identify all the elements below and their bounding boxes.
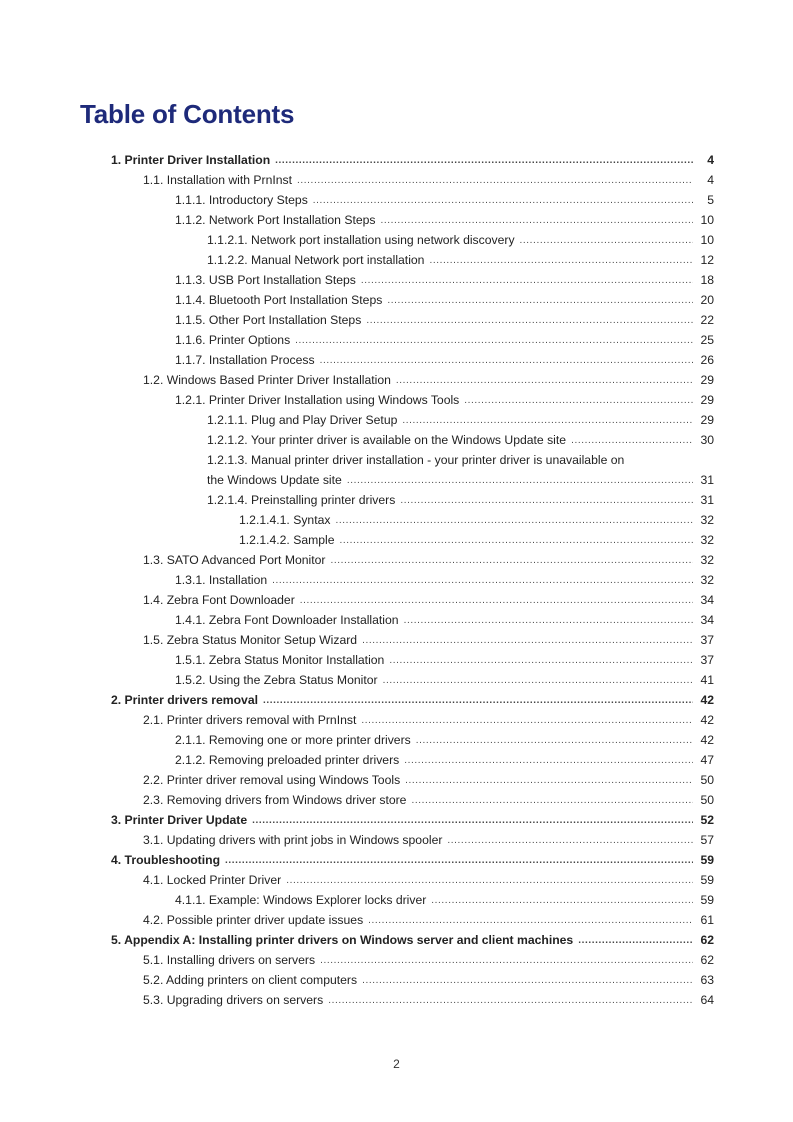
toc-dot-leader [361, 275, 693, 287]
toc-dot-leader [313, 195, 693, 207]
toc-entry-page: 50 [700, 793, 714, 807]
toc-dot-leader [320, 355, 693, 367]
toc-entry[interactable] [0, 250, 793, 270]
toc-entry[interactable] [0, 690, 793, 710]
toc-entry-title: 5.2. Adding printers on client computers [143, 973, 358, 987]
toc-entry-title: 2.1. Printer drivers removal with PrnInst [143, 713, 357, 727]
toc-entry-title: 3.1. Updating drivers with print jobs in Windows spooler [143, 833, 443, 847]
toc-dot-leader [347, 475, 693, 487]
toc-dot-leader [272, 575, 693, 587]
toc-entry-page: 10 [700, 213, 714, 227]
toc-dot-leader [297, 175, 693, 187]
toc-entry-title: 4. Troubleshooting [111, 853, 221, 867]
toc-entry[interactable] [0, 190, 793, 210]
toc-entry[interactable] [0, 970, 793, 990]
toc-dot-leader [295, 335, 693, 347]
toc-entry[interactable] [0, 910, 793, 930]
toc-entry[interactable] [0, 790, 793, 810]
toc-entry-title: 1.1.5. Other Port Installation Steps [175, 313, 362, 327]
toc-entry-title: 2.3. Removing drivers from Windows driver store [143, 793, 407, 807]
toc-entry-page: 59 [700, 893, 714, 907]
toc-entry[interactable] [0, 430, 793, 450]
toc-entry-title: 1. Printer Driver Installation [111, 153, 271, 167]
toc-entry-page: 30 [700, 433, 714, 447]
page-title: Table of Contents [80, 99, 295, 129]
toc-entry-page: 52 [700, 813, 714, 827]
toc-dot-leader [320, 955, 693, 967]
toc-entry-title: 1.2.1.2. Your printer driver is available on the Windows Update site [207, 433, 567, 447]
toc-dot-leader [464, 395, 693, 407]
toc-entry-title: 1.2.1.4. Preinstalling printer drivers [207, 493, 396, 507]
table-of-contents [0, 150, 793, 1010]
toc-entry[interactable] [0, 230, 793, 250]
toc-dot-leader [263, 695, 693, 707]
toc-entry-title: 1.2. Windows Based Printer Driver Installation [143, 373, 391, 387]
toc-entry-page: 29 [700, 393, 714, 407]
toc-entry[interactable] [0, 650, 793, 670]
toc-dot-leader [571, 435, 693, 447]
toc-entry-page: 32 [700, 553, 714, 567]
toc-entry-page: 59 [700, 853, 714, 867]
toc-dot-leader [383, 675, 693, 687]
toc-entry-title: 2. Printer drivers removal [111, 693, 258, 707]
toc-dot-leader [578, 935, 693, 947]
toc-entry-page: 42 [700, 693, 714, 707]
toc-entry-page: 34 [700, 613, 714, 627]
toc-dot-leader [431, 895, 693, 907]
toc-dot-leader [335, 515, 693, 527]
toc-dot-leader [404, 615, 693, 627]
toc-dot-leader [411, 795, 693, 807]
toc-entry-title: 2.2. Printer driver removal using Windows Tools [143, 773, 401, 787]
toc-entry-page: 29 [700, 413, 714, 427]
toc-entry-title: 1.2.1.1. Plug and Play Driver Setup [207, 413, 398, 427]
toc-entry-title: 2.1.2. Removing preloaded printer drivers [175, 753, 400, 767]
toc-entry-page: 50 [700, 773, 714, 787]
toc-entry-title: 1.3. SATO Advanced Port Monitor [143, 553, 326, 567]
toc-entry[interactable] [0, 330, 793, 350]
toc-entry[interactable] [0, 590, 793, 610]
toc-entry-page: 61 [700, 913, 714, 927]
toc-entry[interactable] [0, 870, 793, 890]
toc-entry-title: 4.1. Locked Printer Driver [143, 873, 282, 887]
toc-entry-title: 4.2. Possible printer driver update issues [143, 913, 364, 927]
toc-entry[interactable] [0, 490, 793, 510]
toc-entry-page: 62 [700, 933, 714, 947]
toc-entry-title: 1.5.2. Using the Zebra Status Monitor [175, 673, 378, 687]
toc-entry-page: 37 [700, 653, 714, 667]
toc-entry-title: 1.1.3. USB Port Installation Steps [175, 273, 356, 287]
toc-entry-title: 1.1.7. Installation Process [175, 353, 315, 367]
toc-entry[interactable] [0, 390, 793, 410]
toc-entry-title: 1.3.1. Installation [175, 573, 268, 587]
toc-entry-page: 22 [700, 313, 714, 327]
toc-entry-title: 1.1.2.2. Manual Network port installation [207, 253, 425, 267]
toc-dot-leader [389, 655, 693, 667]
toc-dot-leader [405, 775, 693, 787]
toc-entry[interactable] [0, 770, 793, 790]
toc-dot-leader [387, 295, 693, 307]
toc-entry-page: 4 [707, 173, 714, 187]
toc-entry-page: 20 [700, 293, 714, 307]
toc-entry[interactable] [0, 850, 793, 870]
toc-entry-page: 32 [700, 533, 714, 547]
toc-entry[interactable] [0, 310, 793, 330]
toc-entry-title: 5.3. Upgrading drivers on servers [143, 993, 324, 1007]
toc-dot-leader [400, 495, 693, 507]
toc-entry-page: 62 [700, 953, 714, 967]
toc-entry-title: the Windows Update site [207, 473, 342, 487]
toc-entry[interactable] [0, 410, 793, 430]
page-number: 2 [393, 1057, 400, 1071]
toc-dot-leader [328, 995, 693, 1007]
toc-entry-page: 42 [700, 713, 714, 727]
toc-entry-page: 64 [700, 993, 714, 1007]
toc-entry[interactable] [0, 470, 793, 490]
toc-entry-title: 3. Printer Driver Update [111, 813, 248, 827]
toc-entry[interactable] [0, 810, 793, 830]
toc-entry[interactable] [0, 990, 793, 1010]
toc-entry-page: 4 [707, 153, 714, 167]
toc-entry[interactable] [0, 270, 793, 290]
toc-entry[interactable] [0, 510, 793, 530]
toc-dot-leader [429, 255, 693, 267]
toc-dot-leader [286, 875, 693, 887]
toc-entry-title: 1.4.1. Zebra Font Downloader Installation [175, 613, 399, 627]
toc-entry[interactable] [0, 370, 793, 390]
toc-entry[interactable] [0, 890, 793, 910]
toc-entry-page: 63 [700, 973, 714, 987]
toc-entry-page: 18 [700, 273, 714, 287]
toc-entry-title: 1.4. Zebra Font Downloader [143, 593, 295, 607]
toc-entry-title: 1.1.2.1. Network port installation using network discovery [207, 233, 515, 247]
toc-entry-page: 59 [700, 873, 714, 887]
toc-entry[interactable] [0, 290, 793, 310]
toc-entry[interactable] [0, 210, 793, 230]
toc-dot-leader [368, 915, 693, 927]
toc-entry-title: 5. Appendix A: Installing printer drivers on Windows server and client machines [111, 933, 574, 947]
toc-entry-page: 5 [707, 193, 714, 207]
toc-entry[interactable] [0, 930, 793, 950]
toc-entry-page: 31 [700, 493, 714, 507]
toc-entry-title: 1.2.1. Printer Driver Installation using Windows Tools [175, 393, 460, 407]
toc-entry-title: 4.1.1. Example: Windows Explorer locks driver [175, 893, 427, 907]
toc-entry-title: 1.1.4. Bluetooth Port Installation Steps [175, 293, 383, 307]
toc-dot-leader [362, 975, 693, 987]
toc-entry-page: 25 [700, 333, 714, 347]
toc-entry[interactable] [0, 170, 793, 190]
toc-entry-title: 1.5. Zebra Status Monitor Setup Wizard [143, 633, 358, 647]
toc-dot-leader [416, 735, 693, 747]
toc-entry-page: 47 [700, 753, 714, 767]
toc-entry-page: 31 [700, 473, 714, 487]
toc-entry[interactable] [0, 570, 793, 590]
toc-entry[interactable] [0, 350, 793, 370]
toc-entry-title: 1.1.6. Printer Options [175, 333, 291, 347]
toc-entry[interactable] [0, 150, 793, 170]
toc-dot-leader [381, 215, 693, 227]
toc-entry-page: 10 [700, 233, 714, 247]
toc-entry-title: 1.2.1.3. Manual printer driver installation - your printer driver is unavailable on [207, 453, 625, 467]
toc-dot-leader [275, 155, 693, 167]
toc-dot-leader [252, 815, 693, 827]
toc-entry[interactable] [0, 830, 793, 850]
toc-entry-page: 29 [700, 373, 714, 387]
toc-dot-leader [225, 855, 693, 867]
toc-dot-leader [330, 555, 693, 567]
toc-entry-title: 5.1. Installing drivers on servers [143, 953, 316, 967]
toc-entry[interactable] [0, 950, 793, 970]
toc-entry-page: 32 [700, 573, 714, 587]
toc-entry-page: 57 [700, 833, 714, 847]
toc-entry-title: 1.1.2. Network Port Installation Steps [175, 213, 376, 227]
toc-entry-title: 1.2.1.4.2. Sample [239, 533, 335, 547]
toc-dot-leader [520, 235, 693, 247]
toc-entry[interactable] [0, 610, 793, 630]
toc-dot-leader [404, 755, 693, 767]
toc-entry-page: 32 [700, 513, 714, 527]
toc-entry[interactable] [0, 670, 793, 690]
toc-dot-leader [447, 835, 693, 847]
toc-entry-page: 41 [700, 673, 714, 687]
toc-entry[interactable] [0, 530, 793, 550]
toc-dot-leader [396, 375, 693, 387]
toc-dot-leader [362, 635, 693, 647]
toc-entry[interactable] [0, 450, 793, 470]
toc-entry-page: 26 [700, 353, 714, 367]
toc-dot-leader [300, 595, 693, 607]
toc-entry-page: 37 [700, 633, 714, 647]
toc-dot-leader [366, 315, 693, 327]
toc-entry[interactable] [0, 710, 793, 730]
toc-entry[interactable] [0, 630, 793, 650]
toc-entry[interactable] [0, 750, 793, 770]
toc-entry-title: 1.1.1. Introductory Steps [175, 193, 308, 207]
toc-dot-leader [340, 535, 693, 547]
toc-entry-title: 2.1.1. Removing one or more printer drivers [175, 733, 411, 747]
toc-entry-title: 1.2.1.4.1. Syntax [239, 513, 331, 527]
toc-dot-leader [402, 415, 693, 427]
toc-entry-page: 34 [700, 593, 714, 607]
toc-entry-page: 12 [700, 253, 714, 267]
toc-dot-leader [361, 715, 693, 727]
toc-entry[interactable] [0, 730, 793, 750]
toc-entry-title: 1.5.1. Zebra Status Monitor Installation [175, 653, 385, 667]
toc-entry-page: 42 [700, 733, 714, 747]
toc-entry[interactable] [0, 550, 793, 570]
toc-entry-title: 1.1. Installation with PrnInst [143, 173, 293, 187]
